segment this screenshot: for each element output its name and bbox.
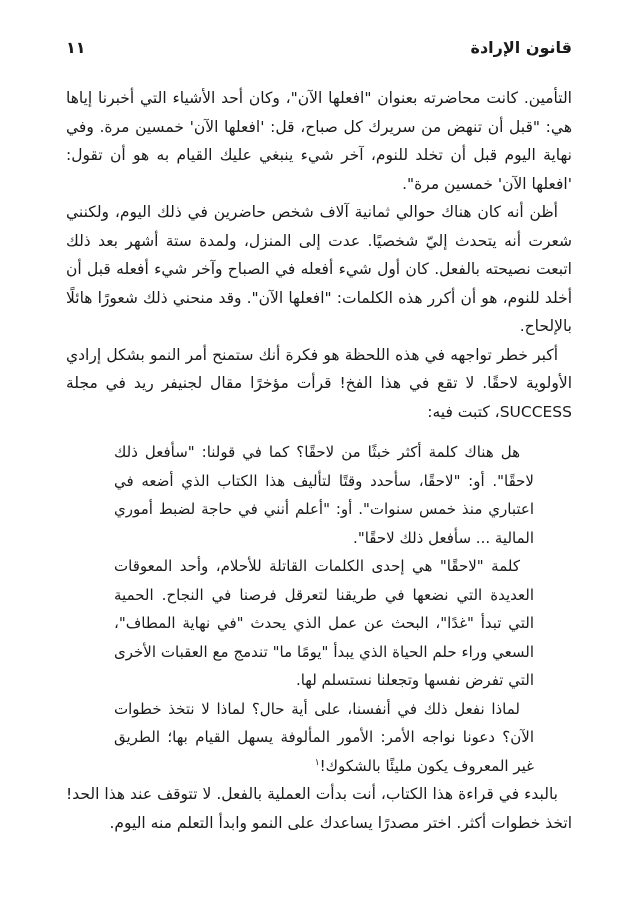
quote-paragraph-3-text: لماذا نفعل ذلك في أنفسنا، على أية حال؟ لماذا لا نتخذ خطوات الآن؟ دعونا نواجه الأمر: الأمور المألوفة يسهل القيام بها؛ الطريق غير المعروف يكون مليئًا بالشكوك! xyxy=(114,699,534,775)
chapter-title: قانون الإرادة xyxy=(470,37,572,57)
quote-paragraph-2: كلمة "لاحقًا" هي إحدى الكلمات القاتلة للأحلام، وأحد المعوقات العديدة التي نضعها في طريقنا لتعرقل فرصنا في النجاح. الحمية التي تبدأ "غدًا"، البحث عن عمل الذي يحدث "في نهاية المطاف"، السعي وراء حلم الحياة الذي يبدأ "يومًا ما" تندمج مع العقبات الأخرى التي تفرض نفسها وتجعلنا نستسلم لها. xyxy=(114,557,534,689)
quote-paragraph-1: هل هناك كلمة أكثر خبثًا من لاحقًا؟ كما في قولنا: "سأفعل ذلك لاحقًا". أو: "لاحقًا، سأحدد وقتًا لتأليف هذا الكتاب الذي أضعه في اعتباري منذ خمس سنوات". أو: "أعلم أنني في حاجة لضبط أموري المالية ... سأفعل ذلك لاحقًا". xyxy=(114,443,534,547)
footnote-marker: ١ xyxy=(314,757,320,768)
main-text xyxy=(66,84,572,837)
paragraph-3: أكبر خطر تواجهه في هذه اللحظة هو فكرة أنك ستمنح أمر النمو بشكل إرادي الأولوية لاحقًا. لا تقع في هذا الفخ! قرأت مؤخرًا مقال لجنيفر ريد في مجلة SUCCESS، كتبت فيه: xyxy=(66,345,572,421)
running-header xyxy=(66,34,572,60)
quote-paragraph-3 xyxy=(114,695,534,781)
closing-paragraph: بالبدء في قراءة هذا الكتاب، أنت بدأت العملية بالفعل. لا تتوقف عند هذا الحد! اتخذ خطوات أكثر. اختر مصدرًا يساعدك على النمو وابدأ التعلم منه اليوم. xyxy=(66,785,572,832)
block-quote xyxy=(114,438,534,780)
paragraph-1: التأمين. كانت محاضرته بعنوان "افعلها الآن"، وكان أحد الأشياء التي أخبرنا إياها هي: "قبل أن تنهض من سريرك كل صباح، قل: 'افعلها الآن' خمسين مرة. وفي نهاية اليوم قبل أن تخلد للنوم، آخر شيء ينبغي عليك القيام به هو أن تقول: 'افعلها الآن' خمسين مرة". xyxy=(66,89,572,193)
paragraph-2: أظن أنه كان هناك حوالي ثمانية آلاف شخص حاضرين في ذلك اليوم، ولكنني شعرت أنه يتحدث إليّ شخصيًا. عدت إلى المنزل، ولمدة ستة أشهر بعد ذلك اتبعت نصيحته بالفعل. كان أول شيء أفعله في الصباح وآخر شيء أفعله قبل أن أخلد للنوم، هو أن أكرر هذه الكلمات: "افعلها الآن". وقد منحني ذلك شعورًا هائلًا بالإلحاح. xyxy=(66,203,572,335)
page-number: ١١ xyxy=(66,37,86,57)
